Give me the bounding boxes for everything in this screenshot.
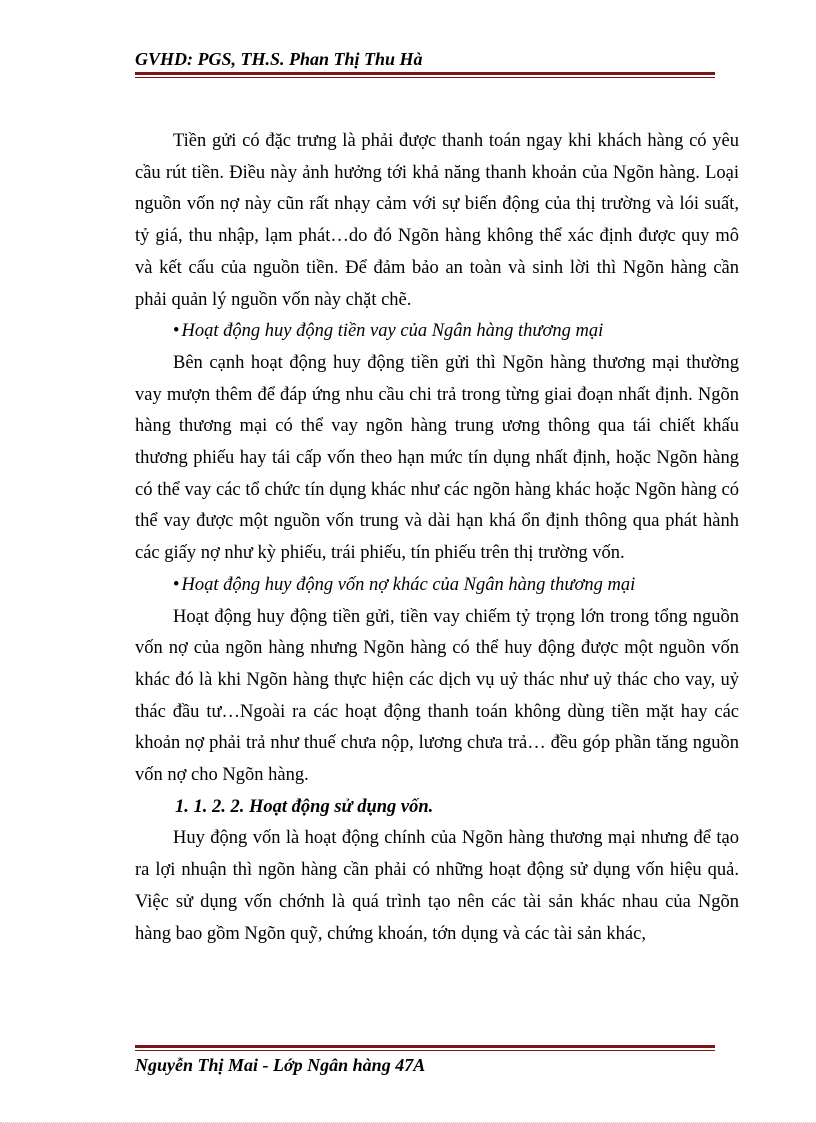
page-header: GVHD: PGS, TH.S. Phan Thị Thu Hà (135, 49, 423, 69)
header-rule (135, 72, 715, 78)
bullet-item (135, 570, 739, 602)
paragraph: Bên cạnh hoạt động huy động tiền gửi thì Ngõn hàng thương mại thường vay mượn thêm để đáp ứng nhu cầu chi trả trong từng giai đoạn nhất định. Ngõn hàng thương mại có thể vay ngõn hàng trung ương thông qua tái chiết khấu thương phiếu hay tái cấp vốn theo hạn mức tín dụng nhất định, hoặc Ngõn hàng có thể vay các tổ chức tín dụng khác như các ngõn hàng khác hoặc Ngõn hàng có thể vay được một nguồn vốn trung và dài hạn khá ổn định thông qua phát hành các giấy nợ như kỳ phiếu, trái phiếu, tín phiếu trên thị trường vốn. (135, 352, 739, 564)
section-heading: 1. 1. 2. 2. Hoạt động sử dụng vốn. (175, 796, 434, 817)
footer-rule (135, 1045, 715, 1051)
bullet-item (135, 316, 739, 348)
paragraph: Hoạt động huy động tiền gửi, tiền vay chiếm tỷ trọng lớn trong tổng nguồn vốn nợ của ngõn hàng nhưng Ngõn hàng có thể huy động được một nguồn vốn khác đó là khi Ngõn hàng thực hiện các dịch vụ uỷ thác như uỷ thác cho vay, uỷ thác đầu tư…Ngoài ra các hoạt động thanh toán không dùng tiền mặt hay các khoản nợ phải trả như thuế chưa nộp, lương chưa trả… đều góp phần tăng nguồn vốn nợ cho Ngõn hàng. (135, 606, 739, 786)
bullet-icon: • (173, 321, 180, 342)
page-body (135, 126, 739, 950)
bullet-icon: • (173, 574, 180, 595)
paragraph: Tiền gửi có đặc trưng là phải được thanh toán ngay khi khách hàng có yêu cầu rút tiền. Điều này ảnh hưởng tới khả năng thanh khoản của Ngõn hàng. Loại nguồn vốn nợ này cũn rất nhạy cảm với sự biến động của thị trường và lói suất, tỷ giá, thu nhập, lạm phát…do đó Ngõn hàng không thể xác định được quy mô và kết cấu của nguồn tiền. Để đảm bảo an toàn và sinh lời thì Ngõn hàng cần phải quản lý nguồn vốn này chặt chẽ. (135, 131, 739, 310)
page-footer: Nguyễn Thị Mai - Lớp Ngân hàng 47A (135, 1055, 426, 1075)
paragraph: Huy động vốn là hoạt động chính của Ngõn hàng thương mại nhưng để tạo ra lợi nhuận thì ngõn hàng cần phải có những hoạt động sử dụng vốn hiệu quả. Việc sử dụng vốn chớnh là quá trình tạo nên các tài sản khác nhau của Ngõn hàng bao gồm Ngõn quỹ, chứng khoán, tớn dụng và các tài sản khác, (135, 828, 739, 944)
bullet-text: Hoạt động huy động tiền vay của Ngân hàng thương mại (181, 321, 604, 342)
bullet-text: Hoạt động huy động vốn nợ khác của Ngân hàng thương mại (181, 574, 636, 595)
